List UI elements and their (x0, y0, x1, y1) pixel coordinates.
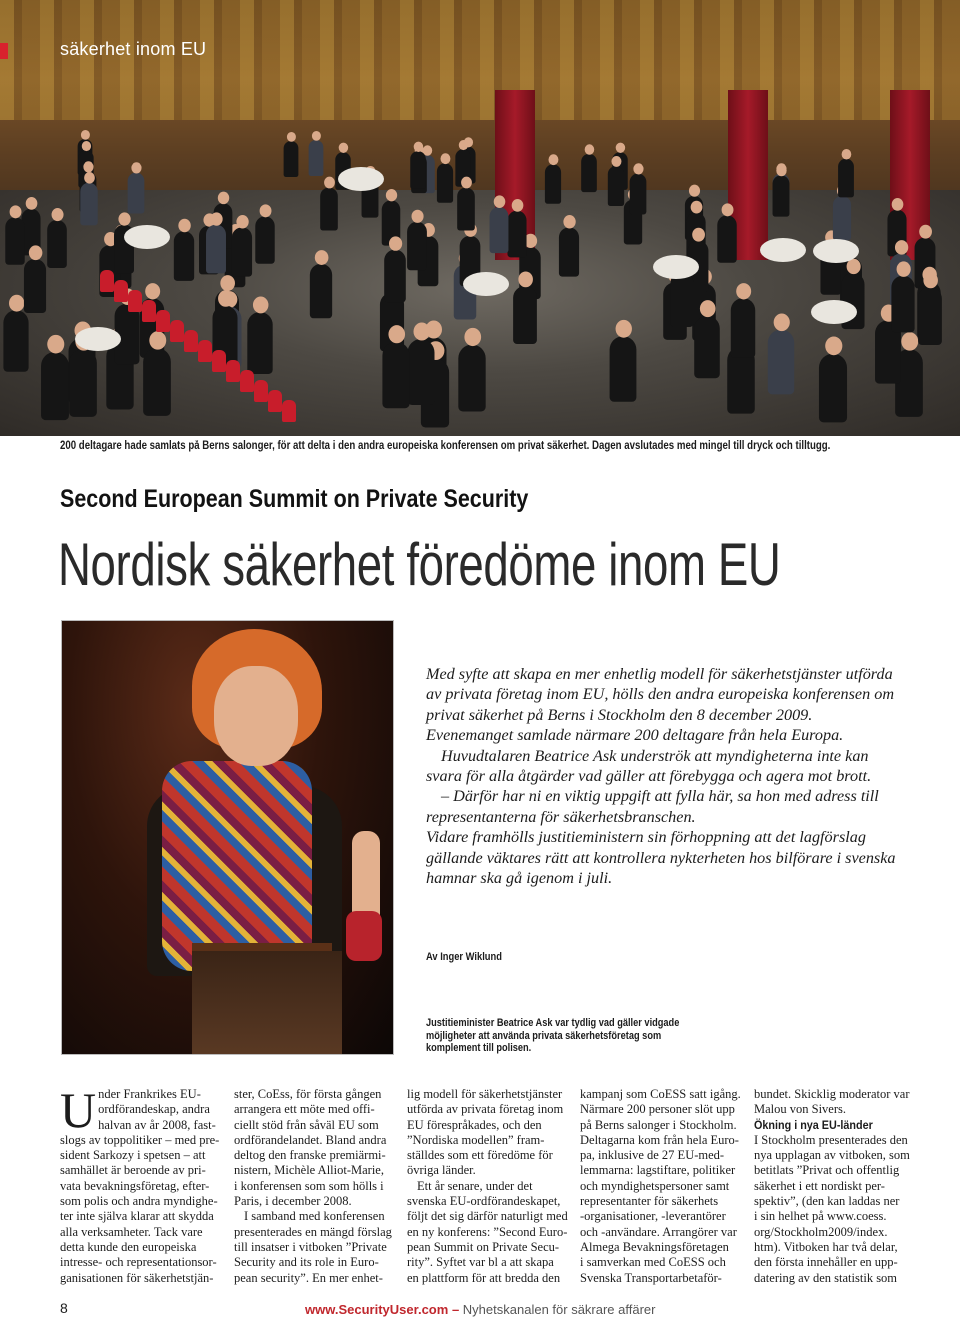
body-line: ster, CoEss, för första gången (234, 1087, 382, 1101)
page-number: 8 (60, 1300, 68, 1316)
attendee-figure (513, 286, 537, 344)
attendee-figure (320, 187, 338, 230)
cocktail-table (813, 239, 859, 263)
attendee-figure (838, 159, 854, 198)
body-column-1 (60, 1082, 220, 1286)
body-line: pean Summit on Private Secu- (407, 1239, 560, 1254)
intro-paragraph: Med syfte att skapa en mer enhetlig modell för säkerhetstjänster utförda av privata företag inom EU, hölls den andra europeiska konferensen om privat säkerhet på Berns i Stockholm den 8 december 2009. Evenemanget samlade närmare 200 deltagare från hela Europa. (426, 665, 895, 745)
attendee-figure (247, 312, 272, 374)
body-line: till insatser i vitboken ”Private (234, 1239, 387, 1254)
body-line: kampanj som CoESS satt igång. (580, 1087, 741, 1101)
attendee-figure (206, 225, 226, 274)
article-intro (426, 664, 900, 888)
body-line: ciellt stöd från såväl EU som (234, 1117, 379, 1132)
kicker: Second European Summit on Private Security (60, 485, 529, 513)
attendee-figure (5, 217, 24, 265)
speaker-portrait-photo (61, 620, 394, 1055)
body-line: och -användare. Arrangörer var (580, 1224, 737, 1239)
body-line: Ett år senare, under det (417, 1178, 533, 1193)
body-column-3 (407, 1087, 568, 1286)
attendee-figure (232, 227, 252, 276)
red-chair (156, 310, 170, 332)
attendee-figure (458, 345, 485, 412)
body-line: nder Frankrikes EU- (98, 1087, 201, 1101)
body-line: deltog den franske premiärmi- (234, 1148, 386, 1163)
body-line: intresse- och representationsor- (60, 1255, 217, 1270)
body-line: i samverkan med CoESS och (580, 1255, 726, 1270)
attendee-figure (255, 216, 274, 264)
ornate-ceiling (0, 0, 960, 120)
red-chair (240, 370, 254, 392)
attendee-figure (309, 140, 324, 176)
red-chair (212, 350, 226, 372)
body-line: bundet. Skicklig moderator var (754, 1087, 910, 1101)
body-line: ter inte själva klarar att skydda (60, 1209, 214, 1224)
intro-paragraph: Huvudtalaren Beatrice Ask underströk att myndigheterna inte kan svara för alla åtgärder vad gäller att förebygga och agera mot brott. (426, 746, 872, 786)
body-line: detta kunde den europeiska (60, 1239, 197, 1254)
drop-cap: U (60, 1082, 97, 1138)
headline: Nordisk säkerhet föredöme inom EU (58, 531, 781, 598)
body-line: ”Nordiska modellen” fram- (407, 1132, 545, 1147)
section-marker (0, 43, 8, 59)
attendee-figure (69, 349, 97, 417)
body-line: Almega Bevakningsföretagen (580, 1239, 729, 1254)
body-line: Security and its role in Euro- (234, 1255, 379, 1270)
body-line: samhället är beroende av pri- (60, 1163, 206, 1178)
body-line: svenska EU-ordförandeskapet, (407, 1194, 561, 1209)
attendee-figure (731, 298, 755, 358)
caption-line: Justitieminister Beatrice Ask var tydlig vad gäller vidgade (426, 1017, 680, 1029)
attendee-figure (128, 173, 145, 214)
cocktail-table (338, 167, 384, 191)
attendee-figure (768, 330, 794, 395)
body-line: spektiv”, (den kan laddas ner (754, 1194, 900, 1209)
footer-dash: – (451, 1302, 460, 1317)
attendee-figure (694, 316, 720, 378)
body-line: sident Sarkozy i spetsen – att (60, 1148, 206, 1163)
red-chair (282, 400, 296, 422)
attendee-figure (833, 196, 851, 240)
body-line: övriga länder. (407, 1163, 476, 1178)
body-line: Paris, i december 2008. (234, 1194, 352, 1209)
attendee-figure (80, 183, 97, 226)
body-line: I samband med konferensen (244, 1209, 385, 1224)
cocktail-table (75, 327, 121, 351)
body-line: slogs av toppolitiker – med pre- (60, 1132, 220, 1147)
red-chair (170, 320, 184, 342)
body-line: org/Stockholm2009/index. (754, 1224, 888, 1239)
attendee-figure (457, 187, 475, 230)
body-line: halvan av år 2008, fast- (98, 1117, 216, 1132)
body-line: lemmarna: lagstiftare, politiker (580, 1163, 736, 1178)
red-chair (142, 300, 156, 322)
body-line: som polis och andra myndighe- (60, 1194, 218, 1209)
attendee-figure (717, 215, 736, 263)
attendee-figure (47, 220, 67, 268)
body-line: ganisationen för säkerhetstjän- (60, 1270, 214, 1285)
body-line: ordförandeskap, andra (98, 1102, 210, 1117)
body-column-2 (234, 1087, 392, 1286)
body-line: rity”. Syftet var bl a att skapa (407, 1255, 554, 1270)
attendee-figure (891, 276, 914, 333)
byline: Av Inger Wiklund (426, 951, 502, 963)
intro-paragraph: Vidare framhölls justitieministern sin förhoppning att det lagförslag gällande väktares rätt att kontrollera nykterheten hos bilförare i svenska hamnar ska gå igenom i juli. (426, 828, 896, 888)
body-line: Närmare 200 personer slöt upp (580, 1102, 735, 1117)
attendee-figure (284, 141, 299, 177)
body-line: ordförandelandet. Bland andra (234, 1132, 387, 1147)
cocktail-table (653, 255, 699, 279)
attendee-figure (581, 154, 597, 192)
body-line: Malou von Sivers. (754, 1102, 847, 1117)
attendee-figure (410, 151, 425, 189)
body-line: den första innehåller en upp- (754, 1255, 898, 1270)
attendee-figure (24, 259, 46, 313)
attendee-figure (608, 166, 624, 206)
red-chair (268, 390, 282, 412)
attendee-figure (630, 174, 647, 215)
attendee-figure (559, 227, 579, 276)
cocktail-table (124, 225, 170, 249)
body-line: nya upplagan av vitboken, som (754, 1148, 910, 1163)
attendee-figure (610, 336, 637, 402)
body-line: htm). Vitboken har två delar, (754, 1239, 898, 1254)
body-line: i konferensen som som hölls i (234, 1178, 384, 1193)
attendee-figure (143, 348, 171, 416)
body-line: pean security”. En mer enhet- (234, 1270, 383, 1285)
body-line: följt det sig därför naturligt med (407, 1209, 568, 1224)
cocktail-table (811, 300, 857, 324)
attendee-figure (671, 271, 694, 327)
red-chair (114, 280, 128, 302)
attendee-figure (507, 211, 526, 258)
body-line: ställdes som ett föredöme för (407, 1148, 553, 1163)
attendee-figure (382, 342, 409, 408)
red-chair (184, 330, 198, 352)
intro-quote: – Därför har ni en viktig uppgift att fylla här, sa hon med adress till representanterna för säkerhetsbranschen. (426, 787, 879, 826)
body-line: på Berns salonger i Stockholm. (580, 1117, 737, 1132)
attendee-figure (773, 175, 790, 216)
body-line: vata bevakningsföretag, efter- (60, 1178, 210, 1193)
attendee-figure (3, 310, 28, 372)
body-line: och myndighetspersoner samt (580, 1178, 730, 1193)
red-chair (254, 380, 268, 402)
body-line: -organisationer, -leverantörer (580, 1209, 726, 1224)
attendee-figure (310, 264, 332, 319)
body-line: en plattform för att bredda den (407, 1270, 561, 1285)
body-line: Deltagarna kom från hela Euro- (580, 1132, 739, 1147)
body-line: arrangera ett möte med offi- (234, 1102, 375, 1117)
body-column-4 (580, 1087, 741, 1286)
section-label: säkerhet inom EU (60, 39, 207, 59)
body-line: säkerhet i ett nordiskt per- (754, 1178, 885, 1193)
body-line: betitlats ”Privat och offentlig (754, 1163, 900, 1178)
attendee-figure (407, 222, 427, 270)
attendee-figure (408, 339, 435, 405)
attendee-figure (174, 231, 194, 281)
cocktail-table (463, 272, 509, 296)
body-line: presenterades en mängd förslag (234, 1224, 392, 1239)
red-chair (226, 360, 240, 382)
attendee-figure (437, 163, 453, 203)
body-line: representanter för säkerhets (580, 1194, 719, 1209)
attendee-figure (41, 352, 69, 420)
red-chair (100, 270, 114, 292)
site-link[interactable]: www.SecurityUser.com (305, 1302, 449, 1317)
body-column-5 (754, 1087, 908, 1286)
body-line: datering av den statistik som (754, 1270, 898, 1285)
body-line: utförda av privata företag inom (407, 1102, 564, 1117)
body-line: i sin helhet på www.coess. (754, 1209, 887, 1224)
body-line: lig modell för säkerhetstjänster (407, 1087, 563, 1101)
body-line: I Stockholm presenterades den (754, 1132, 908, 1147)
attendee-figure (384, 250, 406, 303)
caption-line: möjligheter att använda privata säkerhetsföretag som (426, 1029, 662, 1042)
footer-tagline: Nyhetskanalen för säkrare affärer (462, 1302, 656, 1317)
caption-line: komplement till polisen. (426, 1042, 532, 1055)
attendee-figure (545, 164, 561, 204)
conference-hall-photo (0, 0, 960, 436)
body-line: alla verksamheter. Tack vare (60, 1224, 203, 1239)
body-line: en ny konferens: ”Second Euro- (407, 1224, 568, 1239)
red-chair (128, 290, 142, 312)
body-line: nistern, Michèle Alliot-Marie, (234, 1163, 384, 1178)
body-line: pa, inklusive de 27 EU-med- (580, 1148, 725, 1163)
attendee-figure (819, 354, 847, 423)
red-chair (198, 340, 212, 362)
portrait-caption (426, 1017, 726, 1055)
body-line: Svenska Transportarbetaför- (580, 1270, 722, 1285)
attendee-figure (918, 287, 942, 345)
subheading: Ökning i nya EU-länder (754, 1117, 873, 1132)
cocktail-table (760, 238, 806, 262)
body-line: EU förespråkades, och den (407, 1117, 542, 1132)
attendee-figure (490, 207, 509, 253)
photo-caption: 200 deltagare hade samlats på Berns salonger, för att delta i den andra europeiska konferensen om privat säkerhet. Dagen avslutades med mingel till dryck och tilltugg. (60, 440, 831, 452)
footer (305, 1302, 656, 1317)
